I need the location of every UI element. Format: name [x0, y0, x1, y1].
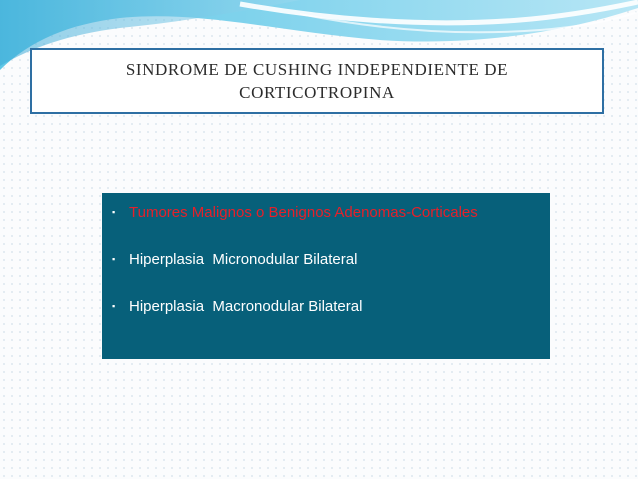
content-box: [102, 193, 550, 359]
title-box: [30, 48, 604, 114]
slide-title: SINDROME DE CUSHING INDEPENDIENTE DE CORTICOTROPINA: [125, 60, 509, 102]
bullet-icon: ▪: [112, 301, 116, 311]
bullet-label: Hiperplasia Micronodular Bilateral: [129, 250, 358, 268]
bullet-item-macronodular: [112, 296, 550, 316]
bullet-label: Hiperplasia Macronodular Bilateral: [129, 297, 363, 315]
bullet-item-tumores: [112, 202, 550, 222]
bullet-label: Tumores Malignos o Benignos Adenomas-Corticales: [129, 203, 478, 221]
bullet-icon: ▪: [112, 254, 116, 264]
bullet-icon: ▪: [112, 207, 116, 217]
bullet-item-micronodular: [112, 249, 550, 269]
